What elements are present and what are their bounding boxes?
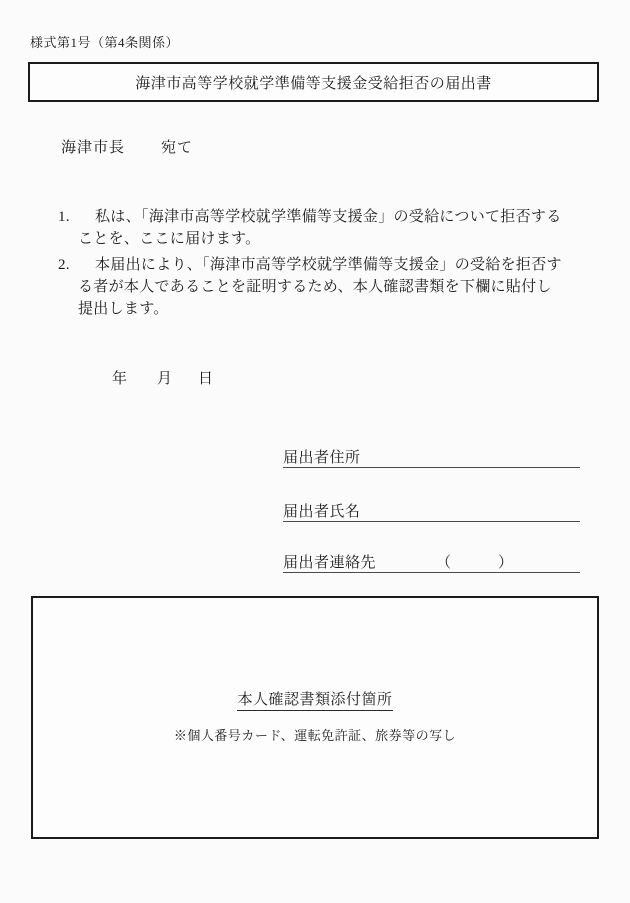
date-month-label: 月 — [157, 371, 173, 387]
item-2-line-3: 提出します。 — [78, 301, 169, 317]
document-title: 海津市高等学校就学準備等支援金受給拒否の届出書 — [135, 75, 492, 92]
field-applicant-contact-parens: （ ） — [436, 555, 514, 571]
date-line — [112, 367, 213, 388]
field-applicant-name-label: 届出者氏名 — [283, 504, 361, 520]
attachment-box — [31, 596, 599, 839]
field-applicant-contact — [283, 554, 580, 573]
item-2-line-2: る者が本人であることを証明するため、本人確認書類を下欄に貼付し — [78, 279, 552, 295]
item-2-number: 2. — [58, 257, 70, 273]
item-1-line-1: 私は、「海津市高等学校就学準備等支援金」の受給について拒否する — [95, 209, 562, 225]
body-item-2 — [58, 254, 570, 320]
field-applicant-name — [283, 503, 580, 522]
item-1-number: 1. — [58, 209, 70, 225]
title-box — [28, 62, 599, 102]
field-applicant-address-label: 届出者住所 — [283, 450, 361, 466]
attachment-note: ※個人番号カード、運転免許証、旅券等の写し — [173, 728, 457, 743]
field-applicant-address — [283, 449, 580, 468]
field-applicant-contact-label: 届出者連絡先 — [283, 555, 377, 571]
attachment-heading-row — [33, 688, 597, 709]
addressee-line — [61, 136, 193, 157]
date-year-label: 年 — [112, 371, 128, 387]
form-number-note: 様式第1号（第4条関係） — [30, 35, 180, 50]
item-2-line-1: 本届出により、「海津市高等学校就学準備等支援金」の受給を拒否す — [95, 257, 562, 273]
attachment-heading: 本人確認書類添付箇所 — [237, 692, 392, 711]
addressee-suffix: 宛て — [161, 140, 194, 156]
body-item-1 — [58, 206, 570, 250]
addressee-name: 海津市長 — [61, 140, 126, 156]
date-day-label: 日 — [198, 371, 214, 387]
item-1-line-2: ことを、ここに届けます。 — [78, 231, 261, 247]
